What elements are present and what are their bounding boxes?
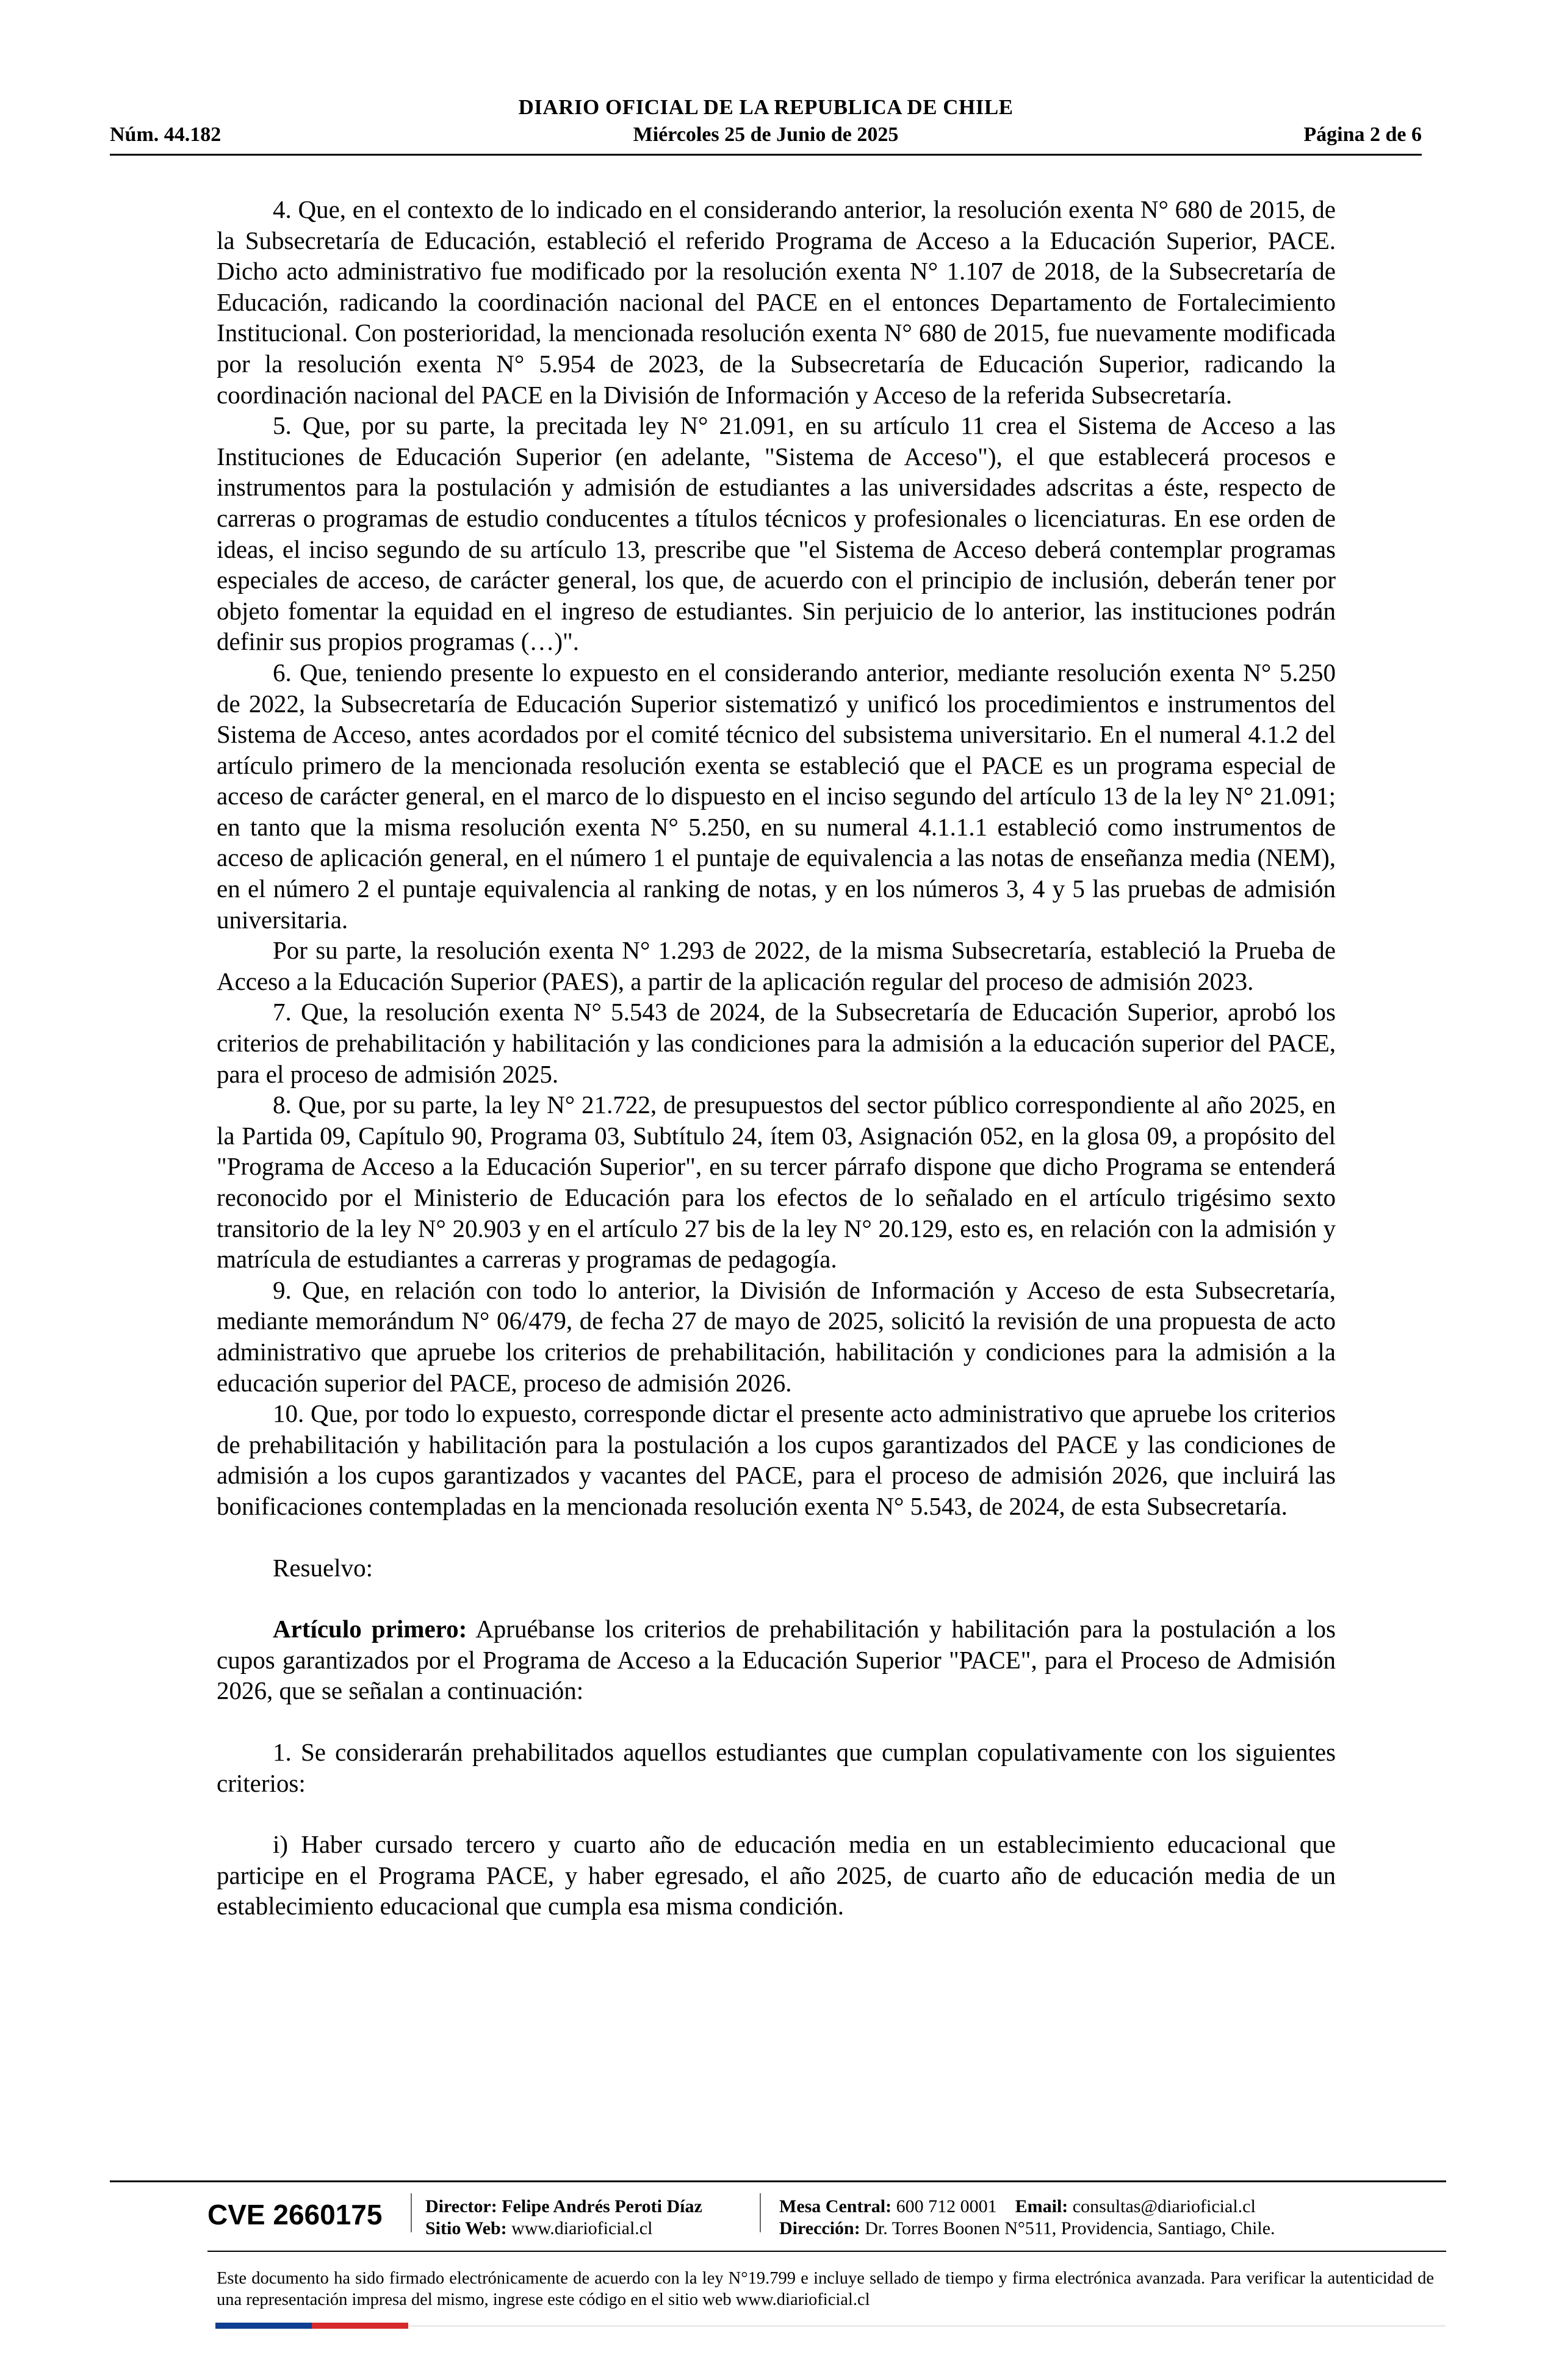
paragraph-4: 4. Que, en el contexto de lo indicado en el considerando anterior, la resolución exenta N° 680 de 2015, de la Subsecretaría de Educación, estableció el referido Programa de Acceso a la Educación Superior, PACE. Dicho acto administrativo fue modificado por la resolución exenta N° 1.107 de 2018, de la Subsecretaría de Educación, radicando la coordinación nacional del PACE en el entonces Departamento de Fortalecimiento Institucional. Con posterioridad, la mencionada resolución exenta N° 680 de 2015, fue nuevamente modificada por la resolución exenta N° 5.954 de 2023, de la Subsecretaría de Educación Superior, radicando la coordinación nacional del PACE en la División de Información y Acceso de la referida Subsecretaría. bbox=[217, 195, 1336, 409]
address-value: Dr. Torres Boonen N°511, Providencia, Santiago, Chile. bbox=[865, 2218, 1275, 2238]
criteria-item-1: 1. Se considerarán prehabilitados aquellos estudiantes que cumplan copulativamente con los siguientes criterios: bbox=[217, 1737, 1336, 1797]
stripe-blue bbox=[215, 2323, 312, 2329]
article-first-label: Artículo primero: bbox=[273, 1615, 467, 1643]
paragraph-10: 10. Que, por todo lo expuesto, corresponde dictar el presente acto administrativo que apruebe los criterios de prehabilitación y habilitación para la postulación a los cupos garantizados del PACE y las condiciones de admisión a los cupos garantizados y vacantes del PACE, para el proceso de admisión 2026, que incluirá las bonificaciones contempladas en la mencionada resolución exenta N° 5.543, de 2024, de esta Subsecretaría. bbox=[217, 1399, 1336, 1520]
footer-divider bbox=[411, 2193, 412, 2232]
website-link[interactable]: www.diarioficial.cl bbox=[511, 2218, 653, 2238]
criteria-item-1-i: i) Haber cursado tercero y cuarto año de educación media en un establecimiento educacional que participe en el Programa PACE, y haber egresado, el año 2025, de cuarto año de educación media de un establecimiento educacional que cumpla esa misma condición. bbox=[217, 1830, 1336, 1920]
flag-color-stripe bbox=[215, 2323, 408, 2329]
paragraph-8: 8. Que, por su parte, la ley N° 21.722, de presupuestos del sector público correspondiente al año 2025, en la Partida 09, Capítulo 90, Programa 03, Subtítulo 24, ítem 03, Asignación 052, en la glosa 09, a propósito del "Programa de Acceso a la Educación Superior", en su tercer párrafo dispone que dicho Programa se entenderá reconocido por el Ministerio de Educación para los efectos de lo señalado en el artículo trigésimo sexto transitorio de la ley N° 20.903 y en el artículo 27 bis de la ley N° 20.129, esto es, en relación con la admisión y matrícula de estudiantes a carreras y programas de pedagogía. bbox=[217, 1091, 1336, 1274]
stripe-red bbox=[312, 2323, 408, 2329]
paragraph-6-continuation: Por su parte, la resolución exenta N° 1.293 de 2022, de la misma Subsecretaría, estableció la Prueba de Acceso a la Educación Superior (PAES), a partir de la aplicación regular del proceso de admisión 2023. bbox=[217, 936, 1336, 995]
footer-contact-block bbox=[779, 2196, 1275, 2240]
email-link[interactable]: consultas@diarioficial.cl bbox=[1072, 2196, 1256, 2216]
legal-notice: Este documento ha sido firmado electrónicamente de acuerdo con la ley N°19.799 e incluye sellado de tiempo y firma electrónica avanzada. Para verificar la autenticidad de una representación impresa del mismo, ingrese este código en el sitio web www.diarioficial.cl bbox=[217, 2269, 1434, 2309]
page-footer bbox=[110, 2180, 1446, 2309]
director-name: Felipe Andrés Peroti Díaz bbox=[502, 2196, 702, 2216]
document-body bbox=[217, 194, 1336, 1922]
paragraph-9: 9. Que, en relación con todo lo anterior, la División de Información y Acceso de esta Subsecretaría, mediante memorándum N° 06/479, de fecha 27 de mayo de 2025, solicitó la revisión de una propuesta de acto administrativo que apruebe los criterios de prehabilitación, habilitación y condiciones para la admisión a la educación superior del PACE, proceso de admisión 2026. bbox=[217, 1275, 1336, 1397]
website-label: Sitio Web: bbox=[425, 2218, 507, 2238]
footer-director-block bbox=[425, 2196, 702, 2240]
cve-code: CVE 2660175 bbox=[207, 2199, 383, 2230]
article-first bbox=[217, 1614, 1336, 1706]
paragraph-5: 5. Que, por su parte, la precitada ley N° 21.091, en su artículo 11 crea el Sistema de Acceso a las Instituciones de Educación Superior (en adelante, "Sistema de Acceso"), el que establecerá procesos e instrumentos para la postulación y admisión de estudiantes a las universidades adscritas a éste, respecto de carreras o programas de estudio conducentes a títulos técnicos y profesionales o licenciaturas. En ese orden de ideas, el inciso segundo de su artículo 13, prescribe que "el Sistema de Acceso deberá contemplar programas especiales de acceso, de carácter general, los que, de acuerdo con el principio de inclusión, deberán tener por objeto fomentar la equidad en el ingreso de estudiantes. Sin perjuicio de lo anterior, las instituciones podrán definir sus propios programas (…)". bbox=[217, 411, 1336, 656]
article-first-text: Apruébanse los criterios de prehabilitación y habilitación para la postulación a los cupos garantizados por el Programa de Acceso a la Educación Superior "PACE", para el Proceso de Admisión 2026, que se señalan a continuación: bbox=[217, 1615, 1336, 1705]
footer-rule bbox=[207, 2251, 1446, 2252]
page-number: Página 2 de 6 bbox=[1303, 123, 1422, 146]
paragraph-6: 6. Que, teniendo presente lo expuesto en el considerando anterior, mediante resolución exenta N° 5.250 de 2022, la Subsecretaría de Educación Superior sistematizó y unificó los procedimientos e instrumentos del Sistema de Acceso, antes acordados por el comité técnico del subsistema universitario. En el numeral 4.1.2 del artículo primero de la mencionada resolución exenta se estableció que el PACE es un programa especial de acceso de carácter general, en el marco de lo dispuesto en el inciso segundo del artículo 13 de la ley N° 21.091; en tanto que la misma resolución exenta N° 5.250, en su numeral 4.1.1.1 estableció como instrumentos de acceso de aplicación general, en el número 1 el puntaje de equivalencia a las notas de enseñanza media (NEM), en el número 2 el puntaje equivalencia al ranking de notas, y en los números 3, 4 y 5 las pruebas de admisión universitaria. bbox=[217, 658, 1336, 934]
footer-info-row bbox=[110, 2182, 1446, 2237]
email-label: Email: bbox=[1015, 2196, 1068, 2216]
page-header bbox=[110, 92, 1422, 156]
footer-divider bbox=[760, 2193, 761, 2232]
address-label: Dirección: bbox=[779, 2218, 860, 2238]
director-label: Director: bbox=[425, 2196, 497, 2216]
issue-date: Miércoles 25 de Junio de 2025 bbox=[633, 123, 899, 146]
gazette-title: DIARIO OFICIAL DE LA REPUBLICA DE CHILE bbox=[518, 95, 1014, 119]
phone-label: Mesa Central: bbox=[779, 2196, 892, 2216]
paragraph-7: 7. Que, la resolución exenta N° 5.543 de 2024, de la Subsecretaría de Educación Superior, aprobó los criterios de prehabilitación y habilitación y las condiciones para la admisión a la educación superior del PACE, para el proceso de admisión 2025. bbox=[217, 998, 1336, 1088]
issue-number: Núm. 44.182 bbox=[110, 123, 222, 146]
phone-number: 600 712 0001 bbox=[896, 2196, 997, 2216]
resuelvo-heading: Resuelvo: bbox=[273, 1553, 373, 1582]
